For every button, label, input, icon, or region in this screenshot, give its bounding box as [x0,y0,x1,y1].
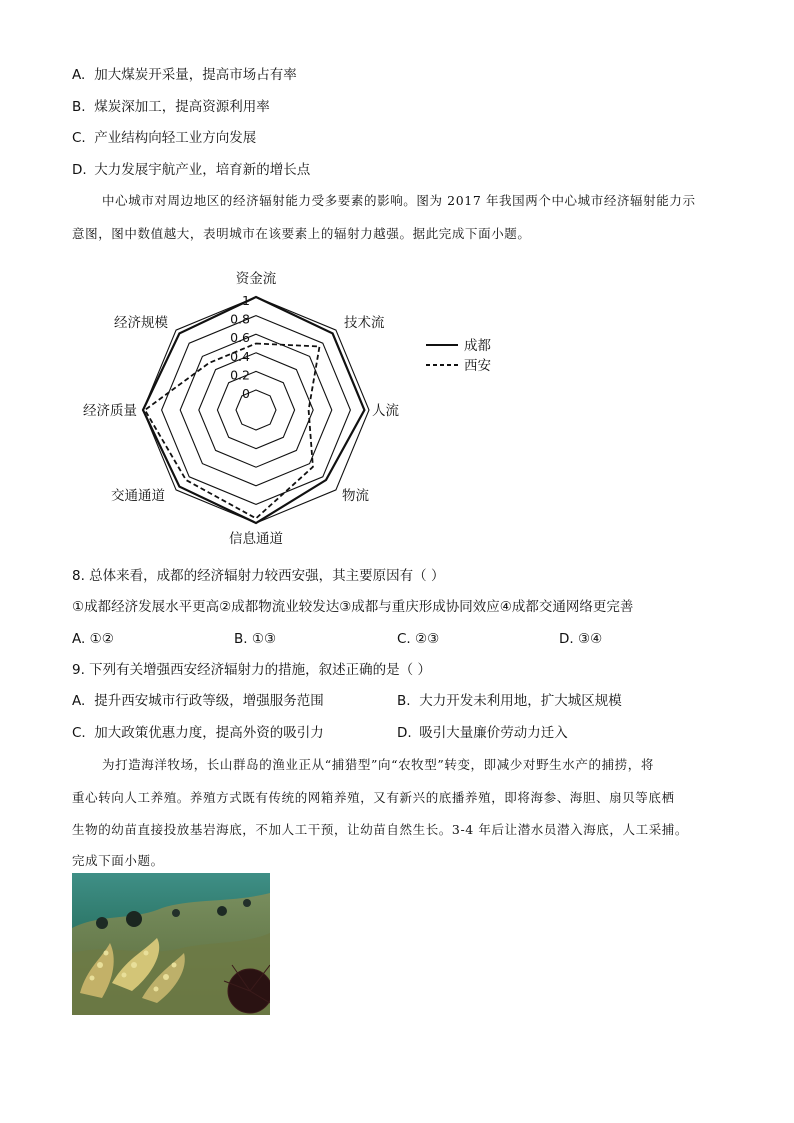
tick-label-3: 0.6 [230,330,250,346]
q8-stem: 8. 总体来看，成都的经济辐射力较西安强，其主要原因有（ ） [72,568,445,584]
axis-label-7: 经济规模 [114,315,168,331]
grid-ring-2 [199,353,313,467]
option-d-prev: D. 大力发展宇航产业，培育新的增长点 [72,162,311,178]
axis-label-2: 人流 [372,403,399,419]
seabed-photo [72,873,270,1015]
option-c-prev: C. 产业结构向轻工业方向发展 [72,130,257,146]
q9-option-a[interactable]: A. 提升西安城市行政等级，增强服务范围 [72,693,324,709]
radar-chart [60,258,520,550]
q9-stem: 9. 下列有关增强西安经济辐射力的措施，叙述正确的是（ ） [72,662,431,678]
axis-label-6: 经济质量 [83,403,137,419]
passage1-line-1: 中心城市对周边地区的经济辐射能力受多要素的影响。图为 2017 年我国两个中心城市经济辐射能力示 [102,193,696,208]
radar-legend [426,337,491,374]
passage2-line-4: 完成下面小题。 [72,853,164,868]
tick-label-5: 1 [242,293,250,308]
axis-label-4: 信息通道 [229,531,283,547]
tick-label-4: 0.8 [230,311,250,327]
axis-label-5: 交通通道 [111,488,165,504]
legend-label-0: 成都 [464,338,491,354]
passage2-line-3: 生物的幼苗直接投放基岩海底，不加人工干预，让幼苗自然生长。3-4 年后让潜水员潜入海底，人工采捕。 [72,822,689,837]
axis-label-3: 物流 [342,488,369,504]
tick-label-2: 0.4 [230,348,250,364]
q8-option-b[interactable]: B. ①③ [234,631,277,647]
grid-ring-1 [217,371,294,448]
axis-label-1: 技术流 [344,315,385,331]
passage2-line-1: 为打造海洋牧场，长山群岛的渔业正从“捕猎型”向“农牧型”转变，即减少对野生水产的捕捞，将 [102,757,654,772]
grid-ring-5 [143,297,369,523]
q8-option-c[interactable]: C. ②③ [397,631,440,647]
q9-option-c[interactable]: C. 加大政策优惠力度，提高外资的吸引力 [72,725,324,741]
legend-label-1: 西安 [464,358,491,374]
q9-option-b[interactable]: B. 大力开发未利用地，扩大城区规模 [397,693,622,709]
radar-ticks [230,293,250,401]
radar-grid [143,297,369,523]
q9-option-d[interactable]: D. 吸引大量廉价劳动力迁入 [397,725,568,741]
q8-statements: ①成都经济发展水平更高②成都物流业较发达③成都与重庆形成协同效应④成都交通网络更完善 [72,599,634,615]
passage1-line-2: 意图，图中数值越大，表明城市在该要素上的辐射力越强。据此完成下面小题。 [72,226,531,241]
q8-option-d[interactable]: D. ③④ [559,631,603,647]
axis-label-0: 资金流 [235,271,277,287]
q8-option-a[interactable]: A. ①② [72,631,114,647]
option-a-prev: A. 加大煤炭开采量，提高市场占有率 [72,67,297,83]
tick-label-0: 0 [242,386,250,401]
tick-label-1: 0.2 [230,367,250,383]
option-b-prev: B. 煤炭深加工，提高资源利用率 [72,99,270,115]
seabed-image [72,873,270,1015]
passage2-line-2: 重心转向人工养殖。养殖方式既有传统的网箱养殖，又有新兴的底播养殖，即将海参、海胆、扇贝等底栖 [72,790,675,805]
